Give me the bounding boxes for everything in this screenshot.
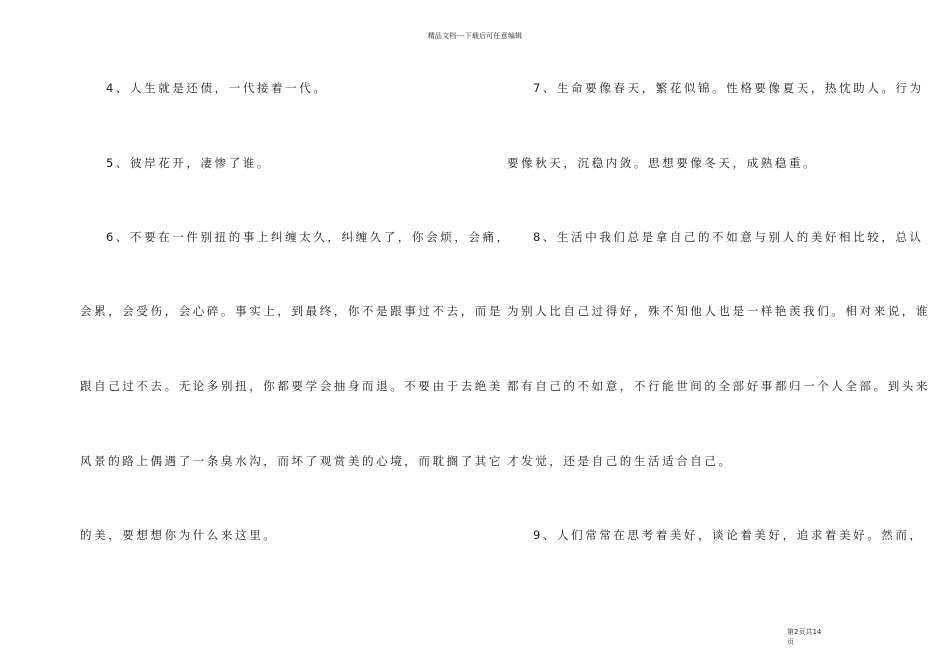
paragraph-line: 才发觉，还是自己的生活适合自己。 [507, 454, 733, 468]
paragraph-line: 8、生活中我们总是拿自己的不如意与别人的美好相比较，总认 [533, 230, 924, 244]
paragraph-line: 5、彼岸花开，凄惨了谁。 [106, 156, 272, 170]
paragraph-line: 风景的路上偶遇了一条臭水沟，而坏了观赏美的心境，而耽搁了其它 [80, 454, 503, 468]
paragraph-line: 会累，会受伤，会心碎。事实上，到最终，你不是跟事过不去，而是 [80, 304, 503, 318]
paragraph-line: 为别人比自己过得好，殊不知他人也是一样艳羡我们。相对来说，谁 [507, 304, 930, 318]
paragraph-line: 跟自己过不去。无论多别扭，你都要学会抽身而退。不要由于去绝美 [80, 379, 503, 393]
paragraph-line: 的美，要想想你为什么来这里。 [80, 528, 278, 542]
page-number-line: 页 [787, 638, 794, 646]
page-header: 精品文档---下载后可任意编辑 [427, 32, 523, 40]
paragraph-line: 7、生命要像春天，繁花似锦。性格要像夏天，热忱助人。行为 [533, 81, 924, 95]
page-number [787, 627, 847, 647]
page-number-line: 第2页共14 [787, 628, 822, 636]
paragraph-line: 要像秋天，沉稳内敛。思想要像冬天，成熟稳重。 [507, 156, 818, 170]
paragraph-line: 4、人生就是还债，一代接着一代。 [106, 81, 328, 95]
paragraph-line: 都有自己的不如意，不行能世间的全部好事都归一个人全部。到头来 [507, 379, 930, 393]
paragraph-line: 9、人们常常在思考着美好，谈论着美好，追求着美好。然而， [533, 528, 924, 542]
paragraph-line: 6、不要在一件别扭的事上纠缠太久，纠缠久了，你会烦，会痛， [106, 230, 511, 244]
